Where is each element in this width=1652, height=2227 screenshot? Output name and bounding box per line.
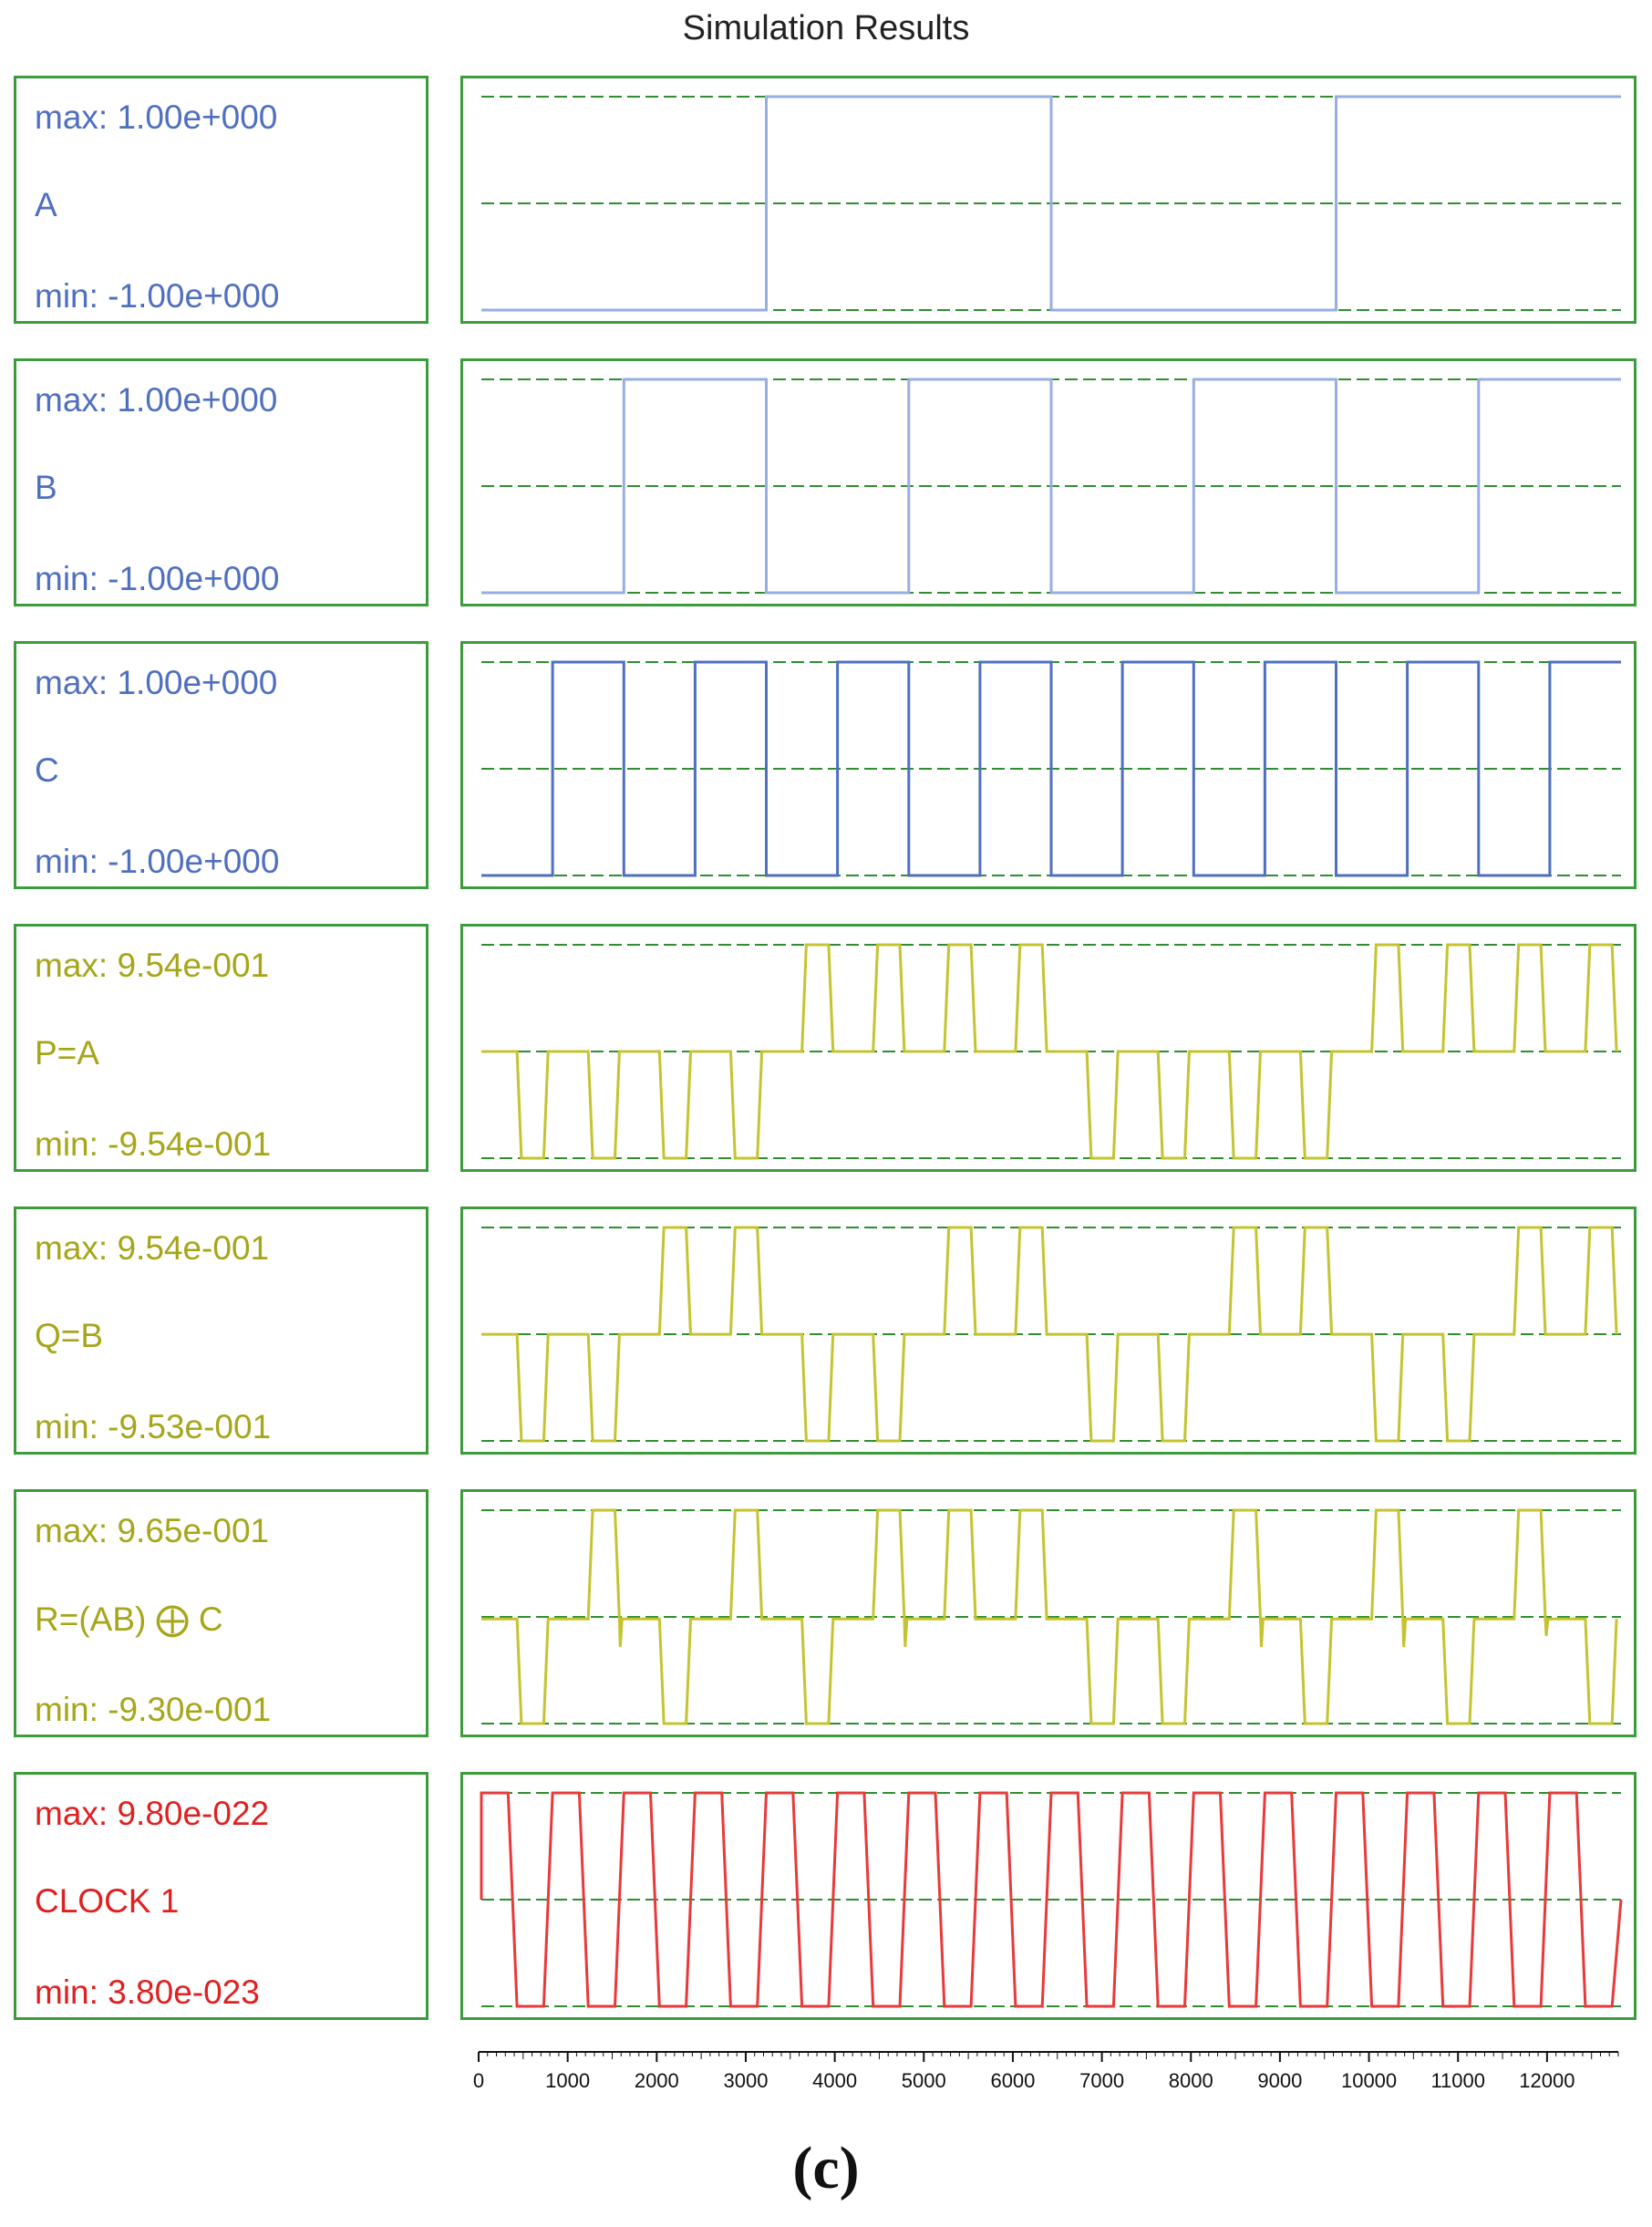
signal-row-c [0,641,1652,895]
signal-max-label: max: 9.65e-001 [35,1512,270,1549]
x-tick-label: 4000 [812,2069,858,2092]
signal-max-label: max: 9.54e-001 [35,947,270,984]
x-tick-label: 7000 [1079,2069,1125,2092]
signal-row-b [0,358,1652,612]
signal-min-label: min: -1.00e+000 [35,277,280,315]
signal-max-label: max: 1.00e+000 [35,664,278,701]
x-tick-label: 9000 [1257,2069,1303,2092]
signal-label-box [14,358,428,606]
signal-plot [460,1207,1637,1455]
signal-label-box [14,1489,428,1737]
signal-plot [460,76,1637,324]
signal-name: B [35,469,57,506]
signal-max-label: max: 9.80e-022 [35,1795,270,1832]
x-tick-label: 10000 [1340,2069,1398,2092]
signal-plot-svg [463,361,1639,609]
signal-plot-svg [463,1492,1639,1740]
x-tick-label: 11000 [1430,2069,1485,2092]
signal-row-q-b [0,1207,1652,1460]
signal-name: P=A [35,1034,99,1072]
signal-min-label: min: -9.54e-001 [35,1125,272,1163]
signal-max-label: max: 1.00e+000 [35,98,278,136]
x-tick-label: 12000 [1519,2069,1575,2092]
x-tick-label: 6000 [990,2069,1036,2092]
signal-max-label: max: 1.00e+000 [35,381,278,419]
signal-row-a [0,76,1652,329]
signal-label-box [14,641,428,889]
signal-plot-svg [463,644,1639,892]
signal-row-p-a [0,924,1652,1177]
signal-plot [460,358,1637,606]
signal-min-label: min: -1.00e+000 [35,560,280,597]
signal-max-label: max: 9.54e-001 [35,1229,270,1267]
signal-plot [460,1489,1637,1737]
signal-min-label: min: -9.30e-001 [35,1691,272,1728]
signal-plot [460,1772,1637,2020]
signal-label-box [14,76,428,324]
x-axis-svg [460,2047,1637,2102]
signal-row-r-ab-c [0,1489,1652,1743]
signal-name: CLOCK 1 [35,1882,180,1920]
x-tick-label: 5000 [901,2069,946,2092]
signal-label-box [14,1772,428,2020]
signal-row-clock-1 [0,1772,1652,2025]
signal-label-box [14,1207,428,1455]
signal-plot-svg [463,927,1639,1175]
x-tick-label: 2000 [634,2069,679,2092]
signal-plot [460,924,1637,1172]
signal-plot [460,641,1637,889]
x-axis [460,2047,1637,2102]
x-tick-label: 3000 [723,2069,769,2092]
signal-min-label: min: -1.00e+000 [35,843,280,880]
chart-title: Simulation Results [682,9,970,47]
signal-plot-svg [463,78,1639,326]
signal-plot-svg [463,1775,1639,2023]
signal-plot-svg [463,1209,1639,1457]
x-tick-label: 8000 [1168,2069,1213,2092]
x-tick-label: 1000 [545,2069,591,2092]
signal-name: R=(AB) ⨁ C [35,1600,223,1638]
signal-min-label: min: 3.80e-023 [35,1973,260,2011]
signal-name: Q=B [35,1317,104,1354]
waveform-q-b [481,1227,1616,1441]
signal-name: A [35,186,57,223]
signal-min-label: min: -9.53e-001 [35,1408,272,1445]
x-tick-label: 0 [472,2069,485,2092]
figure-caption: (c) [792,2135,860,2201]
signal-name: C [35,751,59,789]
signal-label-box [14,924,428,1172]
waveform-p-a [481,945,1616,1158]
